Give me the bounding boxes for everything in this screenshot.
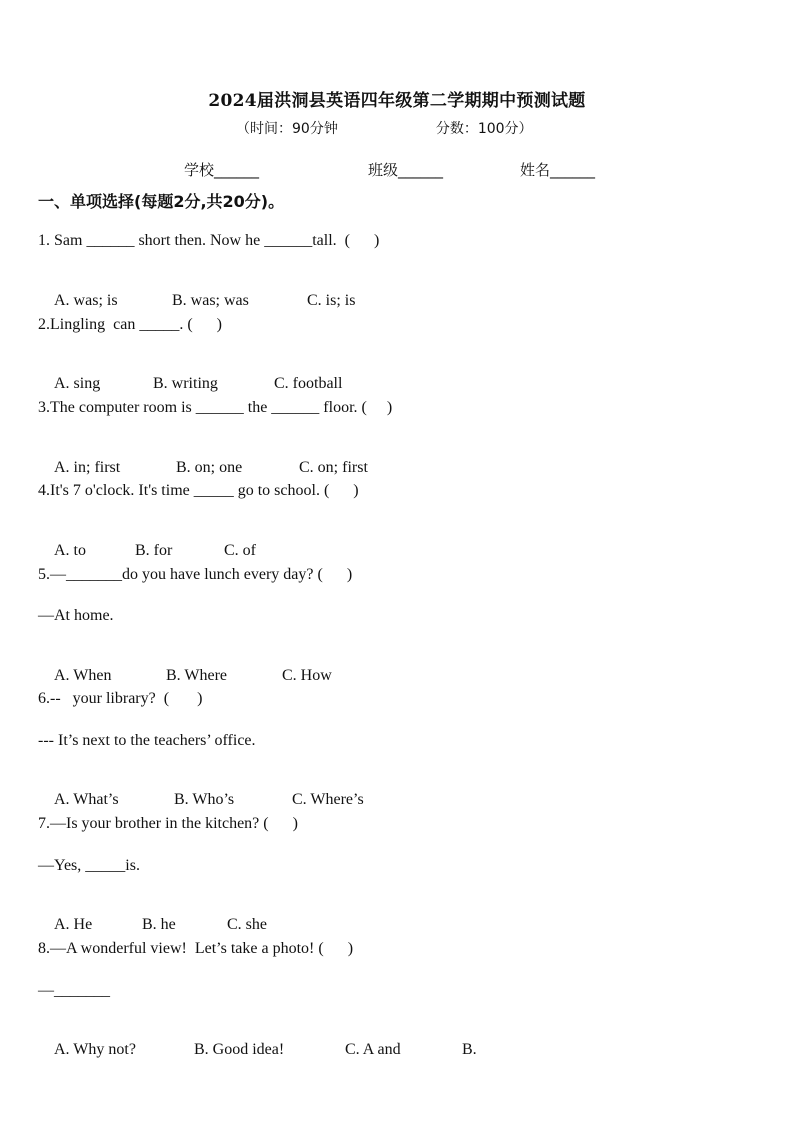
school-field: 学校______ [184,161,260,179]
question-7-option-a: A. He [54,916,93,933]
question-2-option-a: A. sing [54,375,101,392]
question-3-option-c: C. on; first [299,459,368,476]
question-4-stem: 4.It's 7 o'clock. It's time _____ go to school. ( ) [38,482,359,499]
question-1-option-c: C. is; is [307,292,356,309]
question-1-option-a: A. was; is [54,292,118,309]
question-8-stem: 8.—A wonderful view! Let’s take a photo! ( ) [38,940,354,957]
exam-title: 2024届洪洞县英语四年级第二学期期中预测试题 [208,91,586,111]
question-6-option-b: B. Who’s [174,791,235,808]
question-2-option-b: B. writing [153,375,218,392]
question-7-answer: —Yes, _____is. [38,857,140,874]
question-8-answer: —_______ [38,982,110,999]
question-5-option-c: C. How [282,667,332,684]
question-4-option-c: C. of [224,542,256,559]
question-8-options [38,1023,477,1077]
question-2-option-c: C. football [274,375,343,392]
question-7-option-c: C. she [227,916,267,933]
question-1-option-b: B. was; was [172,292,249,309]
exam-score: 分数：100分） [435,121,533,137]
question-6-answer: --- It’s next to the teachers’ office. [38,732,256,749]
exam-time: （时间：90分钟 [236,121,338,137]
question-5-option-b: B. Where [166,667,228,684]
class-field: 班级______ [368,161,444,179]
question-2-stem: 2.Lingling can _____. ( ) [38,316,222,333]
question-3-option-a: A. in; first [54,459,121,476]
question-7-stem: 7.—Is your brother in the kitchen? ( ) [38,815,298,832]
question-6-option-a: A. What’s [54,791,119,808]
question-8-option-d: B. [462,1041,477,1058]
question-8-option-a: A. Why not? [54,1041,136,1058]
question-5-stem: 5.—_______do you have lunch every day? ( ) [38,566,353,583]
question-5-option-a: A. When [54,667,112,684]
question-1-stem: 1. Sam ______ short then. Now he ______tall. ( ) [38,232,380,249]
question-6-option-c: C. Where’s [292,791,364,808]
question-7-option-b: B. he [142,916,176,933]
question-5-answer: —At home. [38,607,114,624]
question-6-stem: 6.-- your library? ( ) [38,690,203,707]
name-field: 姓名______ [520,161,596,179]
question-4-option-a: A. to [54,542,86,559]
question-4-option-b: B. for [135,542,173,559]
question-3-stem: 3.The computer room is ______ the ______ floor. ( ) [38,399,393,416]
question-3-option-b: B. on; one [176,459,243,476]
question-8-option-c: C. A and [345,1041,401,1058]
question-8-option-b: B. Good idea! [194,1041,285,1058]
exam-subtitle [236,118,533,138]
section-title: 一、单项选择(每题2分,共20分)。 [38,192,285,211]
